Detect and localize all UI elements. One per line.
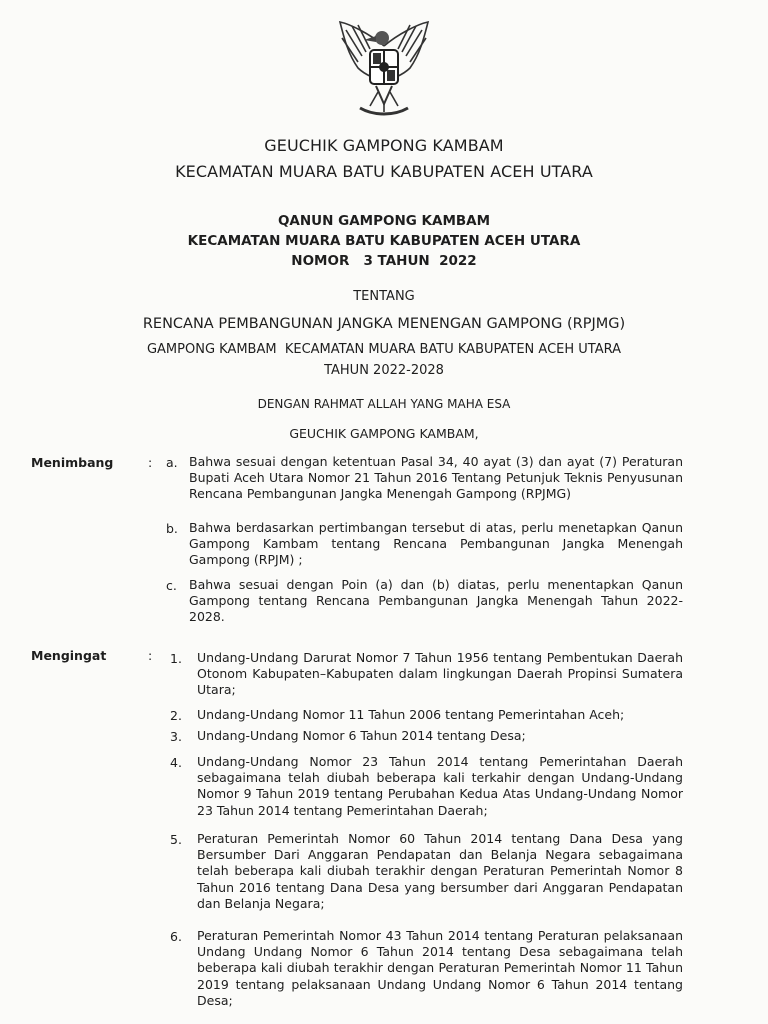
qanun-number: NOMOR 3 TAHUN 2022 <box>291 253 477 269</box>
subject-line-3: TAHUN 2022-2028 <box>324 363 444 378</box>
menimbang-item-b: Bahwa berdasarkan pertimbangan tersebut di atas, perlu menetapkan Qanun Gampong Kambam tentang Rencana Pembangunan Jangka Menengah Gampong (RPJM) ; <box>189 520 683 568</box>
mengingat-item-4: Undang-Undang Nomor 23 Tahun 2014 tentang Pemerintahan Daerah sebagaimana telah diubah beberapa kali terkahir dengan Undang-Undang Nomor 9 Tahun 2019 tentang Perubahan Kedua Atas Undang-Undang Nomor 23 Tahun 2014 tentang Pemerintahan Daerah; <box>197 754 683 818</box>
blessing-line: DENGAN RAHMAT ALLAH YANG MAHA ESA <box>257 397 511 411</box>
mengingat-item-5: Peraturan Pemerintah Nomor 60 Tahun 2014 tentang Dana Desa yang Bersumber Dari Anggaran Pendapatan dan Belanja Negara sebagaimana telah beberapa kali diubah terakhir dengan Peraturan Pemerintah Nomor 8 Tahun 2016 tentang Dana Desa yang bersumber dari Anggaran Pendapatan dan Belanja Negara; <box>197 831 683 911</box>
official-line: GEUCHIK GAMPONG KAMBAM, <box>289 426 479 441</box>
mengingat-item-6: Peraturan Pemerintah Nomor 43 Tahun 2014 tentang Peraturan pelaksanaan Undang Undang Nomor 6 Tahun 2014 tentang Desa sebagaimana telah beberapa kali diubah terakhir dengan Peraturan Pemerintah Nomor 11 Tahun 2019 tentang pelaksanaan Undang Undang Nomor 6 Tahun 2014 tentang Desa; <box>197 928 683 1008</box>
mengingat-item-6-mark: 6. <box>170 929 182 944</box>
garuda-emblem-icon <box>334 16 434 124</box>
subject-line-1: RENCANA PEMBANGUNAN JANGKA MENENGAN GAMPONG (RPJMG) <box>142 316 626 332</box>
qanun-title-line-1: QANUN GAMPONG KAMBAM <box>277 213 491 229</box>
subject-line-2: GAMPONG KAMBAM KECAMATAN MUARA BATU KABUPATEN ACEH UTARA <box>146 342 622 357</box>
mengingat-item-3-mark: 3. <box>170 729 182 744</box>
mengingat-item-2: Undang-Undang Nomor 11 Tahun 2006 tentang Pemerintahan Aceh; <box>197 707 625 722</box>
menimbang-item-c-mark: c. <box>166 578 177 593</box>
mengingat-item-1: Undang-Undang Darurat Nomor 7 Tahun 1956 tentang Pembentukan Daerah Otonom Kabupaten–Kabupaten dalam lingkungan Daerah Propinsi Sumatera Utara; <box>197 650 683 698</box>
menimbang-colon: : <box>148 455 153 470</box>
menimbang-item-a: Bahwa sesuai dengan ketentuan Pasal 34, 40 ayat (3) dan ayat (7) Peraturan Bupati Aceh Utara Nomor 21 Tahun 2016 Tentang Petunjuk Teknis Penyusunan Rencana Pembangunan Jangka Menengah Gampong (RPJMG) <box>189 454 683 502</box>
header-line-2: KECAMATAN MUARA BATU KABUPATEN ACEH UTARA <box>175 162 593 181</box>
menimbang-item-c: Bahwa sesuai dengan Poin (a) dan (b) diatas, perlu menentapkan Qanun Gampong tentang Rencana Pembangunan Jangka Menengah Tahun 2022-2028. <box>189 577 683 625</box>
header-line-1: GEUCHIK GAMPONG KAMBAM <box>264 136 504 155</box>
mengingat-item-3: Undang-Undang Nomor 6 Tahun 2014 tentang Desa; <box>197 728 526 743</box>
qanun-title-line-2: KECAMATAN MUARA BATU KABUPATEN ACEH UTARA <box>187 233 581 249</box>
mengingat-item-4-mark: 4. <box>170 755 182 770</box>
menimbang-item-a-mark: a. <box>166 455 178 470</box>
mengingat-label: Mengingat <box>31 648 107 663</box>
menimbang-item-b-mark: b. <box>166 521 178 536</box>
tentang-heading: TENTANG <box>353 289 415 304</box>
mengingat-item-2-mark: 2. <box>170 708 182 723</box>
mengingat-item-1-mark: 1. <box>170 651 182 666</box>
mengingat-colon: : <box>148 648 153 663</box>
mengingat-item-5-mark: 5. <box>170 832 182 847</box>
menimbang-label: Menimbang <box>31 455 114 470</box>
